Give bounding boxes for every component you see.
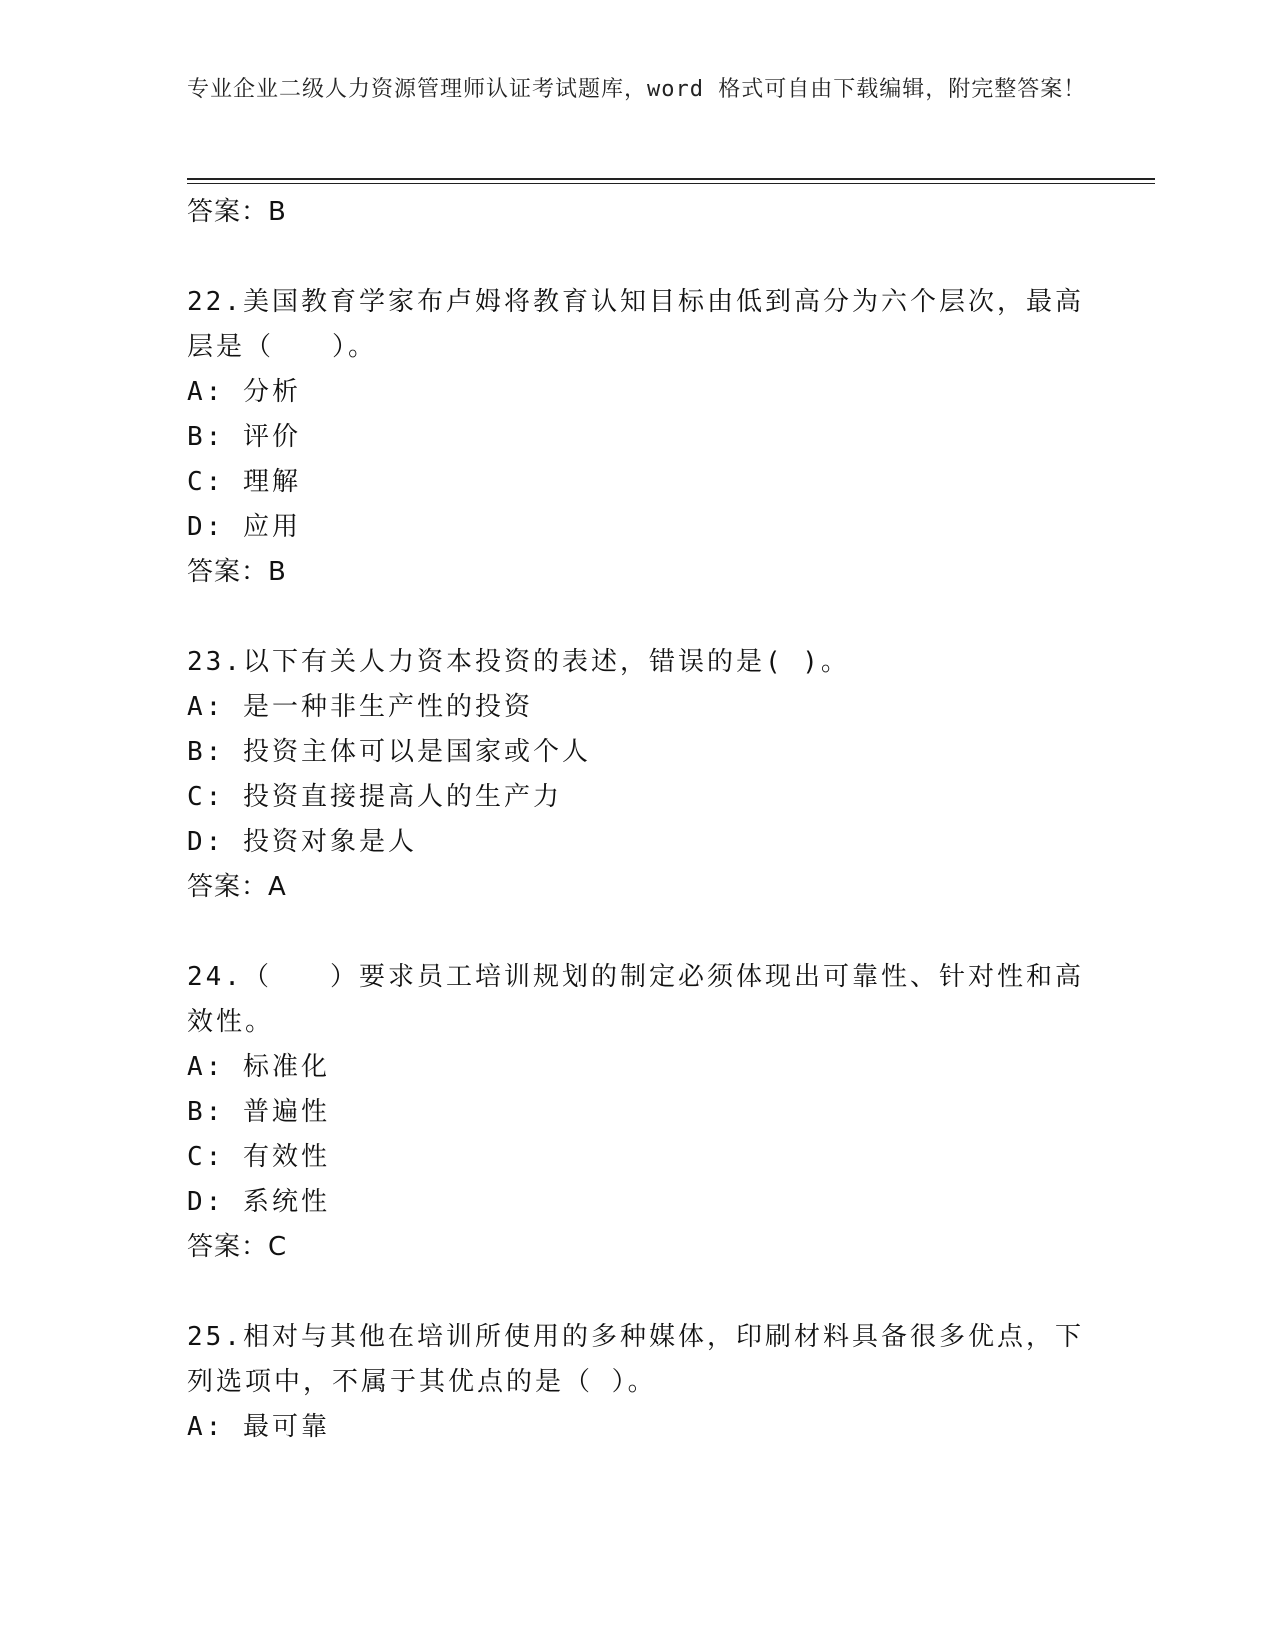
option-a: A: 分析 xyxy=(187,377,301,407)
header-divider-thin xyxy=(187,183,1155,184)
question-stem: 23.以下有关人力资本投资的表述，错误的是( )。 xyxy=(187,647,850,677)
question-25 xyxy=(187,1315,1087,1450)
spacer xyxy=(187,595,1087,640)
option-a: A: 标准化 xyxy=(187,1052,330,1082)
option-d: D: 系统性 xyxy=(187,1187,330,1217)
question-stem: 22.美国教育学家布卢姆将教育认知目标由低到高分为六个层次，最高层是（ ）。 xyxy=(187,287,1084,362)
question-24 xyxy=(187,955,1087,1270)
option-a: A: 是一种非生产性的投资 xyxy=(187,692,533,722)
question-22 xyxy=(187,280,1087,595)
previous-answer: 答案：B xyxy=(187,197,287,227)
option-a: A: 最可靠 xyxy=(187,1412,330,1442)
question-stem: 24.（ ）要求员工培训规划的制定必须体现出可靠性、针对性和高效性。 xyxy=(187,962,1084,1037)
option-b: B: 普遍性 xyxy=(187,1097,330,1127)
document-header: 专业企业二级人力资源管理师认证考试题库，word 格式可自由下载编辑，附完整答案！ xyxy=(187,77,1087,102)
question-stem: 25.相对与其他在培训所使用的多种媒体，印刷材料具备很多优点，下列选项中，不属于其优点的是（ ）。 xyxy=(187,1322,1084,1397)
option-b: B: 投资主体可以是国家或个人 xyxy=(187,737,591,767)
question-23 xyxy=(187,640,1087,910)
header-divider-thick xyxy=(187,178,1155,180)
option-b: B: 评价 xyxy=(187,422,301,452)
answer: 答案：C xyxy=(187,1232,288,1262)
answer: 答案：A xyxy=(187,872,287,902)
option-c: C: 投资直接提高人的生产力 xyxy=(187,782,562,812)
option-d: D: 投资对象是人 xyxy=(187,827,417,857)
spacer xyxy=(187,910,1087,955)
question-list xyxy=(187,190,1087,1450)
option-d: D: 应用 xyxy=(187,512,301,542)
option-c: C: 理解 xyxy=(187,467,301,497)
spacer xyxy=(187,235,1087,280)
option-c: C: 有效性 xyxy=(187,1142,330,1172)
spacer xyxy=(187,1270,1087,1315)
answer: 答案：B xyxy=(187,557,287,587)
